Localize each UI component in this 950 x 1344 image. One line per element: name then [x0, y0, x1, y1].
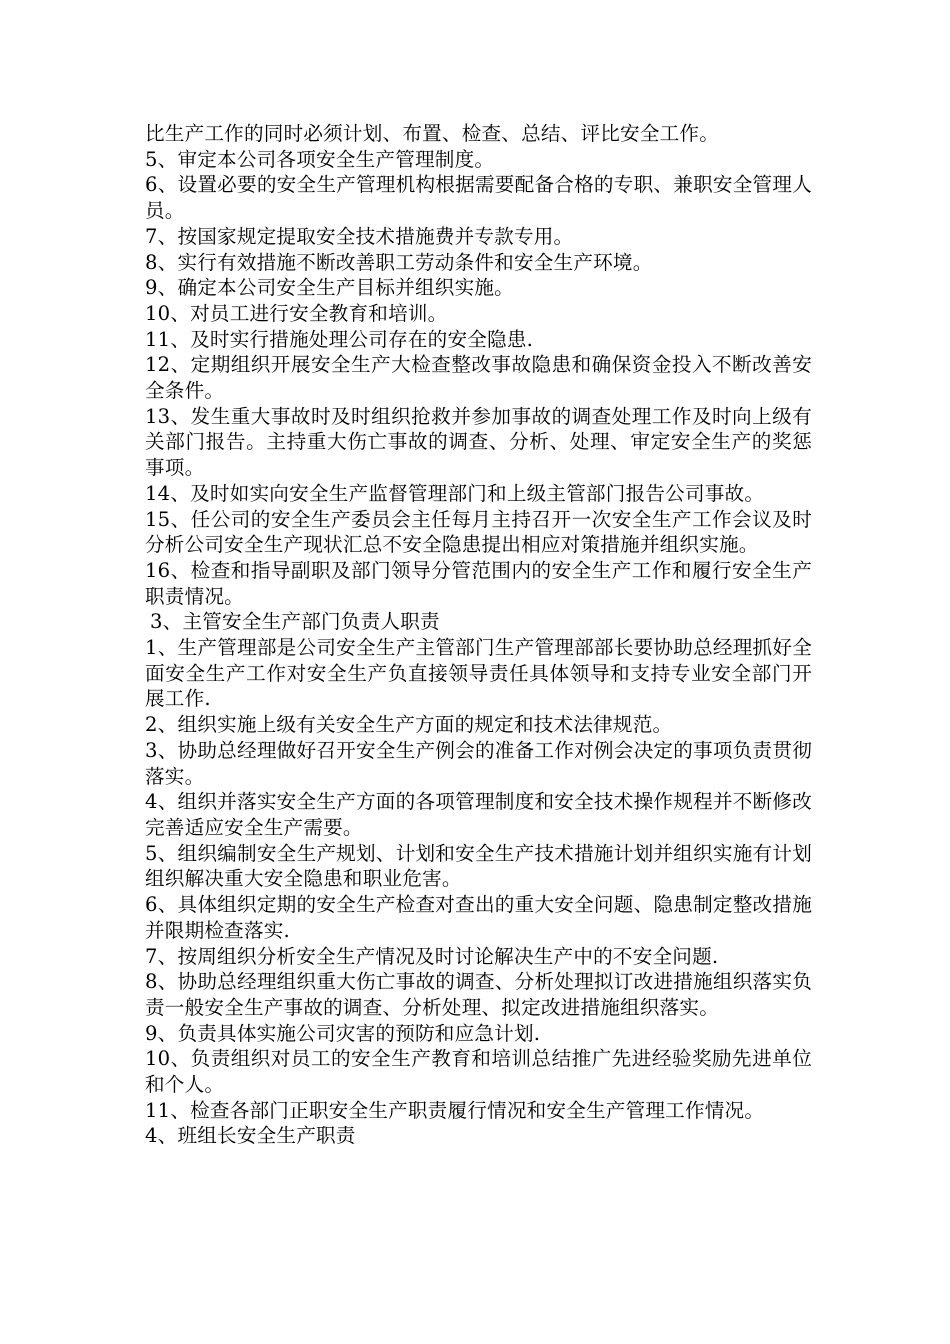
paragraph: 8、实行有效措施不断改善职工劳动条件和安全生产环境。 — [145, 250, 653, 274]
paragraph: 5、组织编制安全生产规划、计划和安全生产技术措施计划并组织实施有计划组织解决重大安全隐患和职业危害。 — [145, 841, 812, 891]
section-heading: 3、主管安全生产部门负责人职责 — [150, 610, 440, 634]
paragraph: 比生产工作的同时必须计划、布置、检查、总结、评比安全工作。 — [145, 122, 720, 145]
document-page — [145, 121, 812, 1149]
paragraph: 5、审定本公司各项安全生产管理制度。 — [145, 147, 495, 171]
paragraph: 11、及时实行措施处理公司存在的安全隐患. — [145, 327, 534, 351]
paragraph: 4、组织并落实安全生产方面的各项管理制度和安全技术操作规程并不断修改完善适应安全生产需要。 — [145, 790, 812, 839]
paragraph: 8、协助总经理组织重大伤亡事故的调查、分析处理拟订改进措施组织落实负责一般安全生产事故的调查、分析处理、拟定改进措施组织落实。 — [145, 970, 812, 1019]
paragraph: 12、定期组织开展安全生产大检查整改事故隐患和确保资金投入不断改善安全条件。 — [145, 353, 812, 403]
paragraph: 7、按国家规定提取安全技术措施费并专款专用。 — [145, 224, 574, 248]
paragraph: 9、确定本公司安全生产目标并组织实施。 — [145, 276, 514, 300]
paragraph: 11、检查各部门正职安全生产职责履行情况和安全生产管理工作情况。 — [145, 1098, 765, 1122]
paragraph: 6、具体组织定期的安全生产检查对查出的重大安全问题、隐患制定整改措施并限期检查落实. — [145, 893, 812, 942]
paragraph: 14、及时如实向安全生产监督管理部门和上级主管部门报告公司事故。 — [145, 481, 765, 505]
paragraph: 2、组织实施上级有关安全生产方面的规定和技术法律规范。 — [145, 713, 673, 737]
paragraph: 13、发生重大事故时及时组织抢救并参加事故的调查处理工作及时向上级有关部门报告。主持重大伤亡事故的调查、分析、处理、审定安全生产的奖惩事项。 — [145, 404, 812, 480]
paragraph: 6、设置必要的安全生产管理机构根据需要配备合格的专职、兼职安全管理人员。 — [145, 173, 812, 223]
paragraph: 10、对员工进行安全教育和培训。 — [145, 301, 448, 325]
paragraph: 3、协助总经理做好召开安全生产例会的准备工作对例会决定的事项负责贯彻落实。 — [145, 738, 812, 788]
section-heading: 4、班组长安全生产职责 — [145, 1124, 356, 1148]
paragraph: 15、任公司的安全生产委员会主任每月主持召开一次安全生产工作会议及时分析公司安全生产现状汇总不安全隐患提出相应对策措施并组织实施。 — [145, 507, 812, 557]
paragraph: 10、负责组织对员工的安全生产教育和培训总结推广先进经验奖励先进单位和个人。 — [145, 1047, 812, 1097]
paragraph: 9、负责具体实施公司灾害的预防和应急计划. — [145, 1021, 541, 1045]
paragraph: 7、按周组织分析安全生产情况及时讨论解决生产中的不安全问题. — [145, 944, 719, 968]
paragraph: 1、生产管理部是公司安全生产主管部门生产管理部部长要协助总经理抓好全面安全生产工作对安全生产负直接领导责任具体领导和支持专业安全部门开展工作. — [145, 636, 812, 711]
paragraph: 16、检查和指导副职及部门领导分管范围内的安全生产工作和履行安全生产职责情况。 — [145, 558, 812, 608]
